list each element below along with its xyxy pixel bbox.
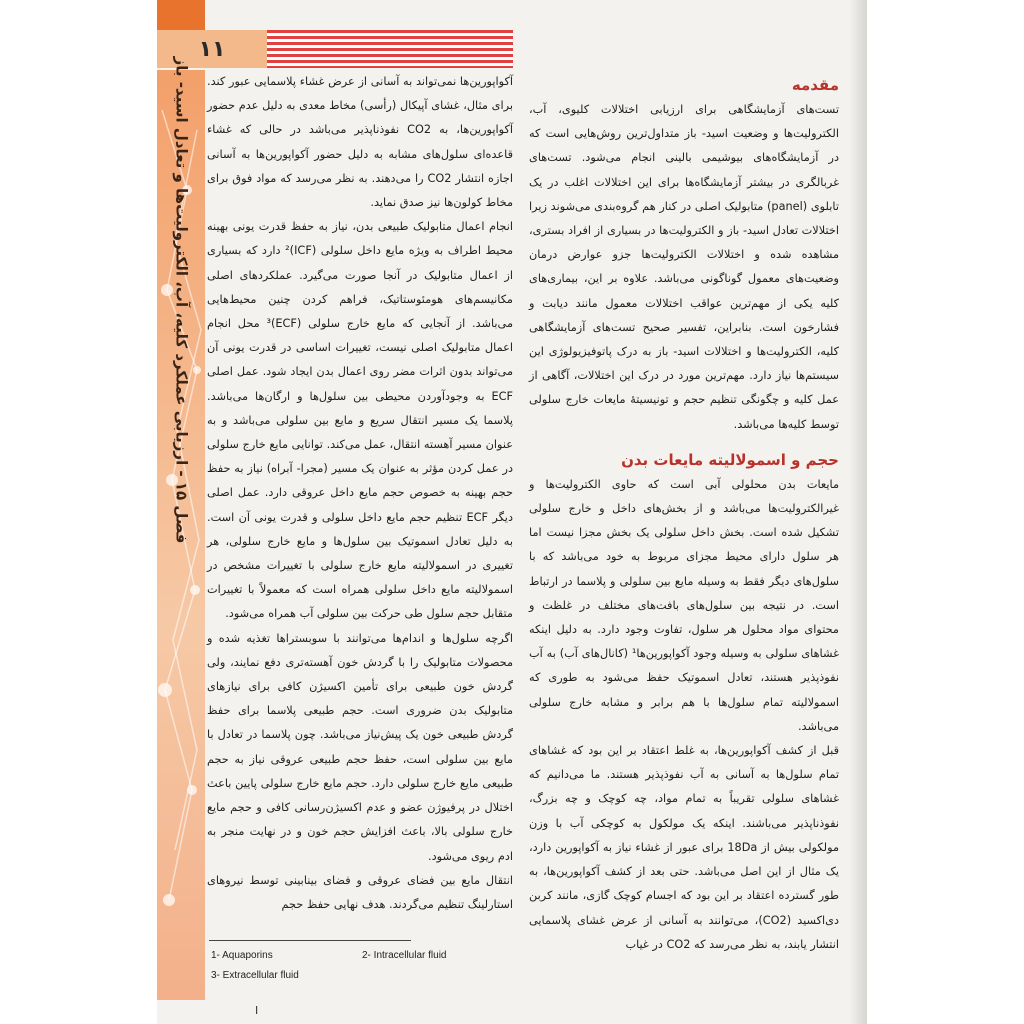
paragraph: آکواپورین‌ها نمی‌تواند به آسانی از عرض غشاء پلاسمایی عبور کند. برای مثال، غشای آپیکال (رأسی) مخاط معدی به دلیل عدم حضور آکواپورین‌ها، به CO2 نفوذناپذیر می‌باشد در حالی که غشاء قاعده‌ای سلول‌های مشابه به دلیل حضور آکواپورین‌ها به آسانی اجازه انتشار CO2 را می‌دهند. به نظر می‌رسد که مواد فوق برای مخاط کولون‌ها نیز صدق نماید.: [207, 75, 513, 210]
intro-heading: مقدمه: [791, 76, 839, 94]
paragraph: انتقال مایع بین فضای عروقی و فضای بینابینی توسط نیروهای استارلینگ تنظیم می‌گردند. هدف نهایی حفظ حجم: [207, 873, 513, 911]
section-heading: حجم و اسمولالیته مایعات بدن: [621, 450, 839, 469]
chapter-title-vertical: [157, 56, 205, 544]
corner-accent: [157, 0, 205, 30]
chapter-title: فصل ۱۵ - ارزیابی عملکرد کلیه، آب، الکترولیت‌ها و تعادل اسید- باز: [172, 56, 190, 544]
book-page: [157, 0, 867, 1024]
paragraph: قبل از کشف آکواپورین‌ها، به غلط اعتقاد بر این بود که غشاهای تمام سلول‌ها به آسانی به آب نفوذپذیر هستند. ما می‌دانیم که غشاهای سلولی تقریباً به تمام مواد، چه کوچک و چه بزرگ، نفوذناپذیر می‌باشند. اینکه یک مولکول به کوچکی آب با وزن مولکولی بیش از 18Da برای عبور از غشاء نیاز به آکواپورین دارد، یک مثال از این اصل می‌باشد. حتی بعد از کشف آکواپورین‌ها، به طور گسترده اعتقاد بر این بود که اجسام کوچک گازی، مانند کربن دی‌اکسید (CO2)، می‌توانند به آسانی از عرض غشای پلاسمایی انتشار یابند، به نظر می‌رسد که CO2 در غیاب: [529, 744, 839, 951]
footnote-3: 3- Extracellular fluid: [211, 970, 299, 981]
page-edge-shadow: [849, 0, 867, 1024]
paragraph: مایعات بدن محلولی آبی است که حاوی الکترولیت‌ها و غیرالکترولیت‌ها می‌باشد و از بخش‌های داخل و خارج سلولی تشکیل شده است. بخش داخل سلولی یک بخش مجزا نیست اما هر سلول دارای محیط مجزای مربوط به خود می‌باشد که با سلول‌های دیگر فقط به وسیله مایع بین سلولی و پلاسما در ارتباط است. در نتیجه بین سلول‌های بافت‌های مختلف در غلظت و محتوای مواد محلول هر سلول، تفاوت وجود دارد. به دلیل اینکه غشاهای سلولی به وسیله وجود آکواپورین‌ها¹ (کانال‌های آب) به آب نفوذپذیر هستند، تعادل اسموتیک حفظ می‌شود به طوری که اسمولالیته تمام سلول‌ها با هم برابر و مشابه خارج سلولی می‌باشد.: [529, 477, 839, 733]
paragraph: انجام اعمال متابولیک طبیعی بدن، نیاز به حفظ قدرت یونی بهینه محیط اطراف به ویژه مایع داخل سلولی (ICF)² دارد که بسیاری از اعمال متابولیک در آنجا صورت می‌گیرد. عملکردهای اصلی مکانیسم‌های هومئوستاتیک، فراهم کردن چنین محیط‌هایی می‌باشد. از آنجایی که مایع خارج سلولی (ECF)³ محل انجام اعمال متابولیک اصلی نیست، تغییرات اساسی در قدرت یونی آن می‌تواند بدون اثرات مضر روی اعمال بدن ایجاد شود. عمل اصلی ECF به وجودآوردن محیطی بین سلول‌ها و ارگان‌ها می‌باشد. پلاسما یک مسیر انتقال سریع و مایع بین سلولی می‌باشد و به عنوان مسیر آهسته انتقال، عمل می‌کند. توانایی مایع خارج سلولی در عمل کردن مؤثر به عنوان یک مسیر (مجرا- آبراه) نیاز به حفظ حجم بهینه به خصوص حجم مایع داخل عروقی دارد. عمل اصلی دیگر ECF تنظیم حجم مایع داخل سلولی و قدرت یونی آن است. به دلیل تعادل اسموتیک بین سلول‌ها و مایع خارج سلولی، هر تغییری در اسمولالیته مایع خارج سلولی با تغییرات مشخص در اسمولالیته مایع داخل سلولی همراه است که معمولاً با تغییرات متقابل حجم سلول طی حرکت بین سلولی آب همراه می‌شود.: [207, 220, 514, 621]
right-column: [529, 72, 839, 957]
page-number: ۱۱: [198, 36, 226, 62]
footnote-rule: [209, 940, 411, 941]
paragraph: تست‌های آزمایشگاهی برای ارزیابی اختلالات کلیوی، آب، الکترولیت‌ها و وضعیت اسید- باز متداول‌ترین روش‌هایی است که در آزمایشگاه‌های بیوشیمی بالینی انجام می‌شود. تست‌های غربالگری در بیشتر آزمایشگاه‌ها برای این اختلالات اغلب در یک تابلوی (panel) متابولیک اصلی در کنار هم گروه‌بندی می‌شوند زیرا اختلالات تعادل اسید- باز و الکترولیت‌ها در بسیاری از افراد بستری، مشاهده شده و اختلالات الکترولیت‌ها جزو عوارض درمان وضعیت‌های معمول گوناگونی می‌باشد. علاوه بر این، بیماری‌های کلیه یکی از مهم‌ترین عواقب اختلالات معمول مانند دیابت و فشارخون است. بنابراین، تفسیر صحیح تست‌های آزمایشگاهی کلیه، الکترولیت‌ها و اختلالات اسید- باز به درک پاتوفیزیولوژی این سیستم‌ها نیاز دارد. مهم‌ترین مورد در درک این اختلالات، آگاهی از عمل کلیه و چگونگی تنظیم حجم و تونیسیتهٔ مایعات خارج سلولی توسط کلیه‌ها می‌باشد.: [529, 103, 839, 431]
header-stripes: [267, 30, 513, 68]
bottom-mark: I: [255, 1004, 259, 1017]
paragraph: اگرچه سلول‌ها و اندام‌ها می‌توانند با سوبستراها تغذیه شده و محصولات متابولیک را با گردش خون آهسته‌تری دفع نمایند، ولی گردش خون طبیعی برای تأمین اکسیژن کافی برای نیازهای متابولیک بدن ضروری است. حجم طبیعی پلاسما برای حفظ گردش طبیعی خون یک پیش‌نیاز می‌باشد. چون پلاسما در تعادل با مایع بین سلولی است، حفظ حجم طبیعی عروقی نیاز به حجم طبیعی مایع خارج سلولی دارد. حجم مایع خارج سلولی پایین باعث اختلال در پرفیوژن عضو و عدم اکسیژن‌رسانی کافی و حجم مایع خارج سلولی بالا، باعث افزایش حجم خون و در نهایت منجر به ادم ریوی می‌شود.: [207, 631, 513, 863]
footnote-2: 2- Intracellular fluid: [362, 950, 447, 961]
footnote-1: 1- Aquaporins: [211, 950, 273, 961]
left-column: [207, 70, 513, 917]
